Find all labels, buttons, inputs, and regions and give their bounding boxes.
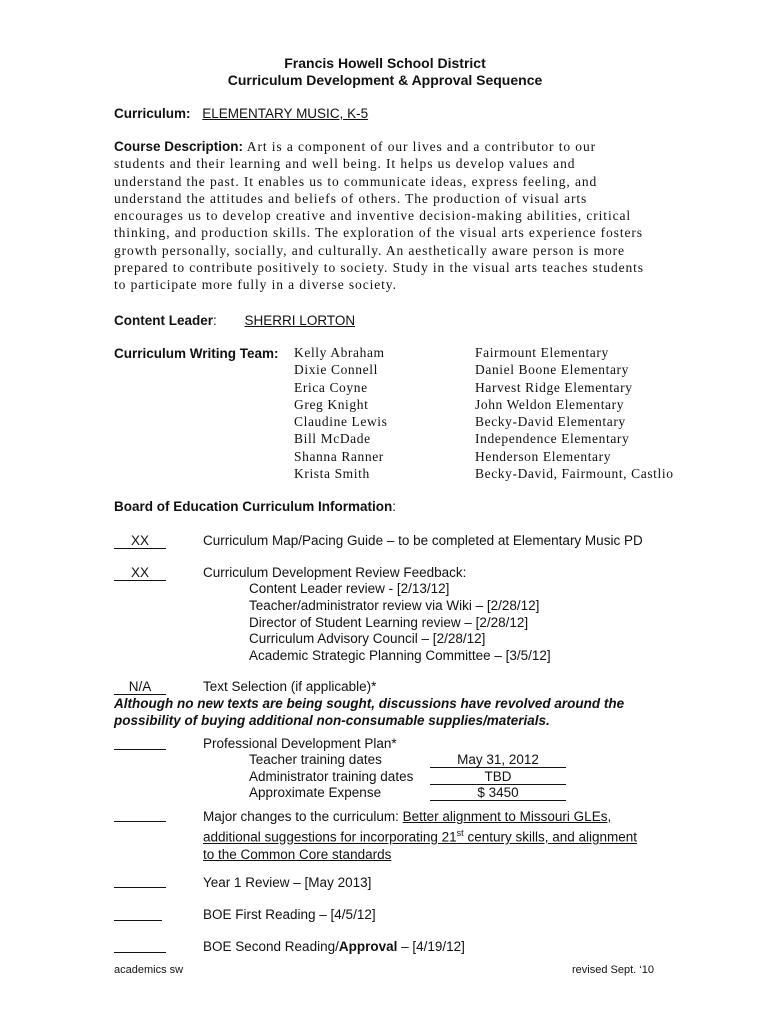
curriculum-label: Curriculum: xyxy=(114,106,191,121)
course-description-label: Course Description: xyxy=(114,139,244,154)
pd-plan-row-label: Teacher training dates xyxy=(249,752,382,767)
text-selection-row xyxy=(114,679,166,695)
second-reading-post: – [4/19/12] xyxy=(397,939,465,954)
writing-team-label: Curriculum Writing Team: xyxy=(114,346,279,361)
team-member-name: Claudine Lewis xyxy=(294,414,388,430)
major-changes-line-2-post: century skills, and alignment xyxy=(463,829,638,845)
second-reading-blank-row xyxy=(114,940,166,956)
pd-plan-blank-row xyxy=(114,737,166,753)
team-member-school: Daniel Boone Elementary xyxy=(475,362,630,378)
course-description-text: Art is a component of our lives and a contributor to our students and their learning and well being. It helps us develop values and understand the past. It enables us to communicate ideas, express feeling, and understand the attitudes and beliefs of others. The production of visual arts encourages us to develop creative and inventive decision-making abilities, critical thinking, and production skills. The exploration of the visual arts experience fosters growth personally, socially, and culturally. An aesthetically aware person is more prepared to contribute positively to society. Study in the visual arts teaches students to participate more fully in a diverse society. xyxy=(114,139,644,293)
district-title: Francis Howell School District xyxy=(284,55,486,71)
major-changes-line-2-sup: st xyxy=(456,828,464,838)
first-reading-text: BOE First Reading – [4/5/12] xyxy=(203,907,376,922)
map-mark: XX xyxy=(114,534,166,549)
text-selection-mark: N/A xyxy=(114,680,166,695)
team-member-school: Independence Elementary xyxy=(475,431,630,447)
team-member-school: Fairmount Elementary xyxy=(475,345,609,360)
course-description xyxy=(114,138,644,294)
text-selection-note-1: Although no new texts are being sought, discussions have revolved around the xyxy=(114,696,625,711)
second-reading-blank xyxy=(114,940,166,953)
year1-blank-row xyxy=(114,875,166,891)
pd-plan-row xyxy=(249,785,519,802)
text-selection-note-2: possibility of buying additional non-consumable supplies/materials. xyxy=(114,713,550,728)
pd-plan-blank xyxy=(114,737,166,750)
team-member-name: Krista Smith xyxy=(294,466,370,482)
review-row xyxy=(114,565,166,581)
map-text: Curriculum Map/Pacing Guide – to be completed at Elementary Music PD xyxy=(203,533,643,548)
team-member-school: Becky-David Elementary xyxy=(475,414,626,430)
second-reading-approval: Approval xyxy=(338,939,398,954)
pd-plan-row-value: TBD xyxy=(430,769,566,785)
team-member-name: Bill McDade xyxy=(294,431,371,447)
review-items xyxy=(249,581,551,665)
major-changes-label: Major changes to the curriculum: xyxy=(203,809,399,824)
review-item: Teacher/administrator review via Wiki – [2/28/12] xyxy=(249,597,540,613)
review-text: Curriculum Development Review Feedback: xyxy=(203,565,467,580)
first-reading-blank-row xyxy=(114,908,162,924)
review-item: Director of Student Learning review – [2/28/12] xyxy=(249,614,529,630)
content-leader-label: Content Leader xyxy=(114,313,214,328)
content-leader-colon: : xyxy=(213,313,217,328)
content-leader-value: SHERRI LORTON xyxy=(244,313,356,328)
team-member-school: Henderson Elementary xyxy=(475,448,612,464)
board-heading xyxy=(114,499,396,514)
second-reading-text xyxy=(203,939,465,954)
footer-right: revised Sept. ‘10 xyxy=(572,964,654,976)
writing-team-schools xyxy=(475,344,674,482)
team-member-name: Erica Coyne xyxy=(294,379,368,395)
second-reading-pre: BOE Second Reading/ xyxy=(203,939,339,954)
major-changes-line-2-pre: additional suggestions for incorporating 21 xyxy=(203,829,457,845)
review-item: Academic Strategic Planning Committee – [3/5/12] xyxy=(249,648,551,664)
year1-blank xyxy=(114,875,166,888)
first-reading-blank xyxy=(114,908,162,921)
pd-plan-row-label: Approximate Expense xyxy=(249,785,382,800)
major-changes-blank xyxy=(114,809,166,822)
major-changes-line-2 xyxy=(203,825,637,846)
review-item: Curriculum Advisory Council – [2/28/12] xyxy=(249,631,486,647)
major-changes-line-1: Better alignment to Missouri GLEs, xyxy=(402,809,612,824)
writing-team-names xyxy=(294,344,388,482)
team-member-school: Becky-David, Fairmount, Castlio xyxy=(475,466,674,482)
board-label: Board of Education Curriculum Information xyxy=(114,499,393,514)
sequence-title: Curriculum Development & Approval Sequence xyxy=(227,72,543,88)
pd-plan-row-value: $ 3450 xyxy=(430,785,566,801)
map-row xyxy=(114,533,166,549)
pd-plan-row xyxy=(249,768,512,786)
footer-left: academics sw xyxy=(114,964,184,976)
team-member-name: Dixie Connell xyxy=(294,362,378,378)
team-member-name: Shanna Ranner xyxy=(294,448,384,464)
review-item: Content Leader review - [2/13/12] xyxy=(249,581,450,596)
year1-text: Year 1 Review – [May 2013] xyxy=(203,875,372,890)
pd-plan-row-label: Administrator training dates xyxy=(249,768,414,784)
team-member-name: Greg Knight xyxy=(294,396,369,412)
curriculum-value: ELEMENTARY MUSIC, K-5 xyxy=(202,106,369,121)
pd-plan-rows xyxy=(249,752,539,802)
board-colon: : xyxy=(392,499,397,514)
major-changes xyxy=(203,808,637,863)
team-member-name: Kelly Abraham xyxy=(294,345,385,360)
team-member-school: John Weldon Elementary xyxy=(475,396,625,412)
content-leader-row xyxy=(114,313,359,328)
pd-plan-row-value: May 31, 2012 xyxy=(430,752,566,768)
major-changes-line-3: to the Common Core standards xyxy=(203,846,392,862)
pd-plan-text: Professional Development Plan* xyxy=(203,736,397,751)
review-mark: XX xyxy=(114,566,166,581)
major-changes-blank-row xyxy=(114,809,166,825)
text-selection-text: Text Selection (if applicable)* xyxy=(203,679,377,694)
pd-plan-row xyxy=(249,752,539,769)
curriculum-row xyxy=(114,106,376,121)
team-member-school: Harvest Ridge Elementary xyxy=(475,379,633,395)
